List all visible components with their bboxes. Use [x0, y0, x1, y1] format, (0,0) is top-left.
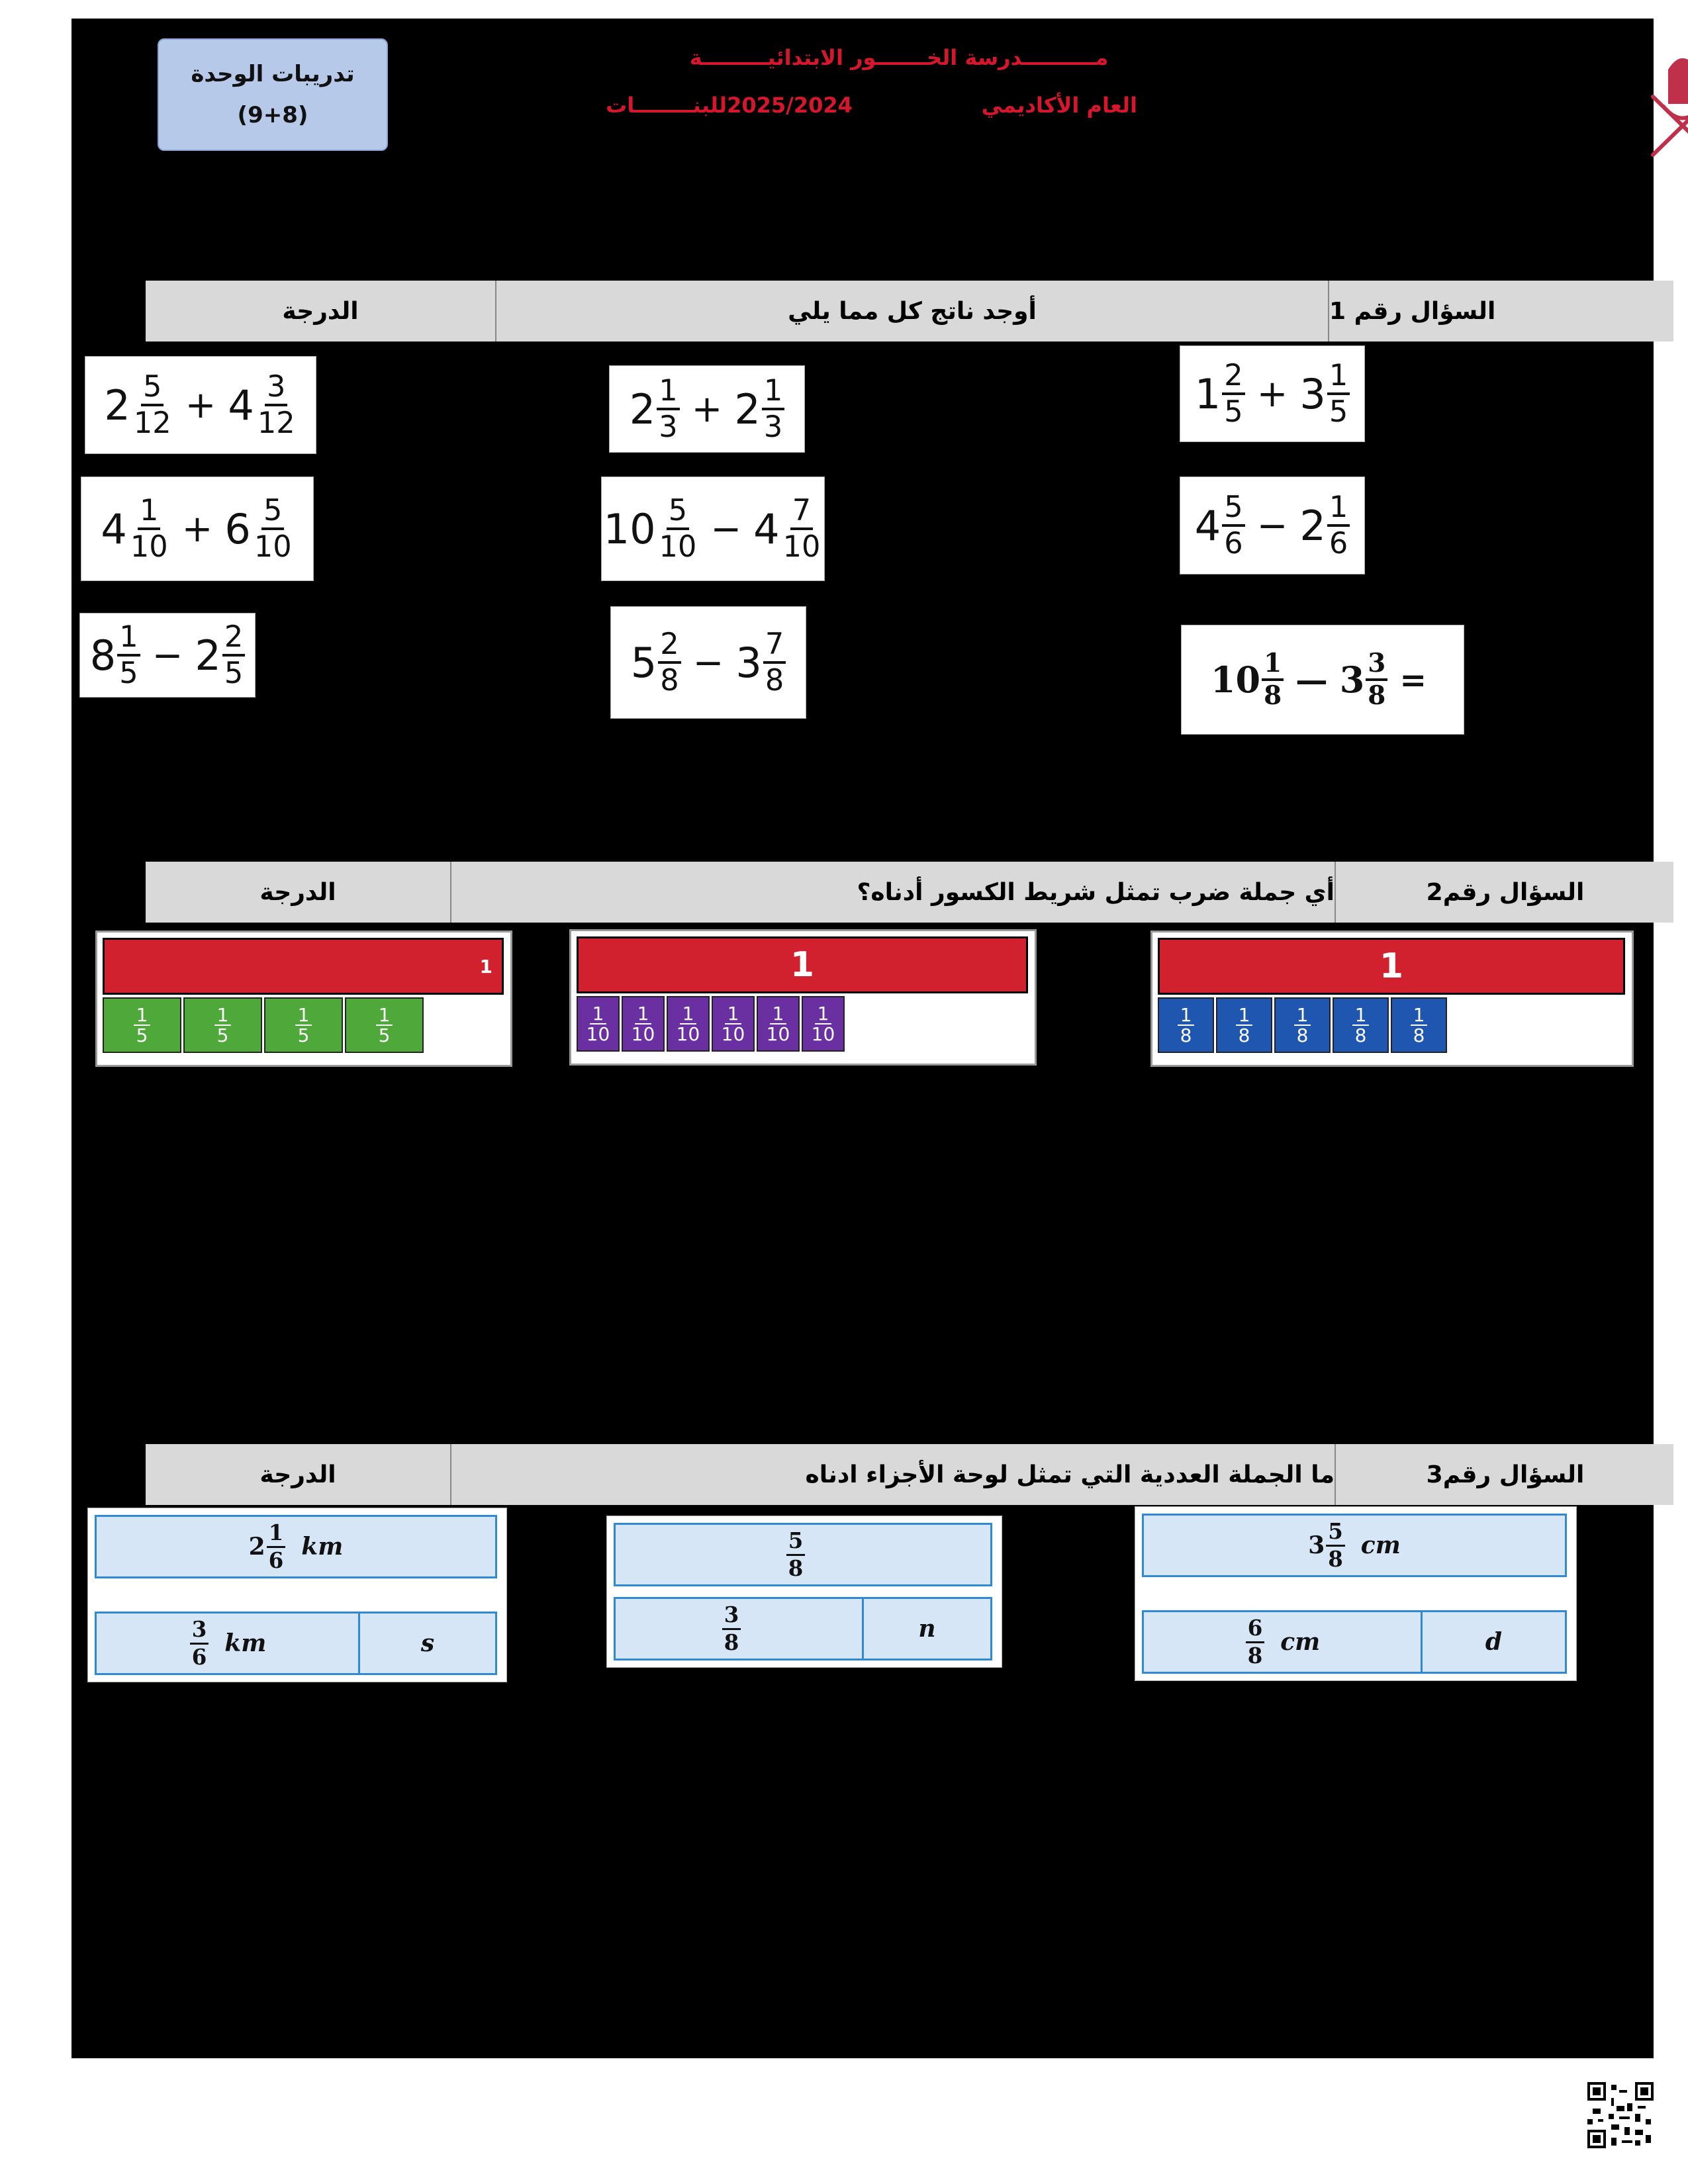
question2-number: السؤال رقم2: [1426, 878, 1585, 906]
mixed-number: [224, 493, 293, 564]
fraction: [256, 369, 297, 440]
denominator: 8: [765, 663, 784, 698]
worksheet-page: [71, 19, 1654, 2058]
denominator: 3: [763, 410, 783, 444]
whole-label: 1: [1379, 946, 1404, 986]
numerator: 1: [1327, 492, 1350, 527]
fraction: [1222, 490, 1244, 561]
exercise-expression: [1180, 346, 1364, 441]
exercise-expression: [81, 477, 313, 580]
whole-part: 2: [104, 381, 130, 430]
mixed-number: [89, 619, 140, 690]
whole-part: 3: [1299, 369, 1326, 418]
fraction: [1366, 648, 1387, 711]
numerator: 1: [657, 376, 679, 410]
whole-part: 8: [89, 631, 117, 680]
fraction: [1326, 1521, 1345, 1570]
whole-bar: [577, 936, 1028, 993]
whole-part: 6: [224, 504, 251, 553]
question1-number: السؤال رقم 1: [1329, 297, 1496, 325]
segment-denominator: 10: [721, 1023, 745, 1045]
unit-fraction-segment: [183, 997, 262, 1053]
segment-numerator: 1: [1178, 1005, 1195, 1026]
fraction: [781, 493, 823, 564]
exercise-expression: [602, 477, 824, 580]
numerator: 3: [722, 1604, 741, 1629]
whole-part: 4: [753, 504, 780, 553]
denominator: 6: [268, 1547, 284, 1573]
segment-denominator: 8: [1180, 1024, 1192, 1046]
fraction: [252, 493, 294, 564]
fraction: [222, 619, 245, 690]
denominator: 5: [224, 656, 244, 690]
whole-label: 1: [790, 945, 815, 985]
whole-label: 1: [479, 955, 492, 978]
segment-denominator: 5: [297, 1024, 310, 1046]
academic-year: 2025/2024: [727, 93, 853, 118]
fraction-strip-card: [95, 931, 512, 1067]
segment-denominator: 10: [631, 1023, 655, 1045]
operator: −: [1256, 504, 1288, 547]
exercise-expression: [611, 607, 806, 718]
whole-part: 3: [1339, 659, 1365, 701]
bar-model-card: [1135, 1506, 1577, 1681]
question3-header: [146, 1444, 1673, 1505]
fraction: [658, 627, 680, 698]
unknown-variable: d: [1485, 1628, 1503, 1656]
segment-numerator: 1: [1294, 1005, 1311, 1026]
whole-part: 3: [735, 638, 762, 687]
fraction: [657, 493, 699, 564]
exercise-card: [1181, 625, 1464, 735]
denominator: 12: [133, 406, 171, 440]
whole-bar: [1142, 1514, 1567, 1577]
fraction: [1246, 1617, 1265, 1666]
school-name: مــــــــــدرسة الخـــــــور الابتدائيـــــــــة: [689, 45, 1109, 70]
segment-denominator: 5: [378, 1024, 391, 1046]
denominator: 10: [254, 529, 292, 564]
numerator: 1: [267, 1522, 286, 1547]
exercise-card: [609, 365, 805, 453]
operator: +: [691, 387, 723, 431]
denominator: 5: [119, 656, 138, 690]
mixed-number: [1339, 648, 1388, 711]
unit-fraction-segment: [577, 996, 620, 1052]
fraction: [132, 369, 173, 440]
exercise-expression: [1182, 625, 1464, 734]
mixed-number: [104, 369, 173, 440]
operator: +: [181, 507, 213, 551]
mixed-number: [1299, 358, 1350, 429]
denominator: 5: [1329, 394, 1348, 429]
segment-denominator: 10: [586, 1023, 610, 1045]
segment-denominator: 10: [676, 1023, 700, 1045]
segment-denominator: 10: [811, 1023, 835, 1045]
numerator: 7: [763, 629, 786, 664]
equals-sign: =: [1399, 660, 1427, 699]
whole-part: 4: [101, 504, 127, 553]
question2-grade-label: الدرجة: [146, 862, 451, 923]
numerator: 1: [117, 622, 140, 657]
unit-fraction-segment: [1391, 997, 1447, 1053]
whole-part: 10: [1210, 659, 1261, 701]
unit-fraction-segment: [1274, 997, 1331, 1053]
fraction-strip-card: [569, 929, 1037, 1066]
exercise-card: [81, 477, 314, 581]
segment-numerator: 1: [295, 1005, 312, 1026]
fraction: [722, 1604, 741, 1653]
fraction-strip-card: [1150, 931, 1634, 1067]
denominator: 8: [1328, 1546, 1343, 1572]
numerator: 5: [261, 496, 284, 530]
mixed-number: [1210, 648, 1284, 711]
known-part-bar: [95, 1612, 360, 1675]
numerator: 1: [762, 376, 784, 410]
question1-header: [146, 281, 1673, 341]
mixed-number: [1299, 490, 1350, 561]
exercise-card: [1180, 477, 1365, 574]
segment-denominator: 8: [1413, 1024, 1425, 1046]
denominator: 5: [1224, 394, 1243, 429]
segment-numerator: 1: [635, 1004, 652, 1024]
fraction: [128, 493, 170, 564]
fraction: [763, 627, 786, 698]
exercise-expression: [610, 366, 804, 452]
numerator: 7: [790, 496, 813, 530]
numerator: 2: [222, 622, 245, 657]
exercise-expression: [85, 357, 316, 453]
segment-numerator: 1: [1352, 1005, 1370, 1026]
known-part-bar: [1142, 1610, 1423, 1674]
unit-fraction-segment: [622, 996, 665, 1052]
whole-bar: [614, 1523, 992, 1586]
mixed-number: [195, 619, 245, 690]
school-emblem-icon: [1644, 44, 1688, 158]
segment-denominator: 5: [216, 1024, 229, 1046]
denominator: 8: [724, 1629, 739, 1655]
unknown-variable: n: [918, 1615, 936, 1643]
school-suffix: للبنــــــــات: [606, 93, 727, 118]
unit-label: km: [224, 1629, 267, 1657]
numerator: 5: [1326, 1521, 1345, 1546]
operator: −: [692, 641, 724, 684]
exercise-card: [1180, 345, 1365, 442]
mixed-number: [1194, 490, 1245, 561]
unit-fraction-segment: [1158, 997, 1214, 1053]
denominator: 12: [257, 406, 295, 440]
denominator: 3: [659, 410, 678, 444]
segment-denominator: 5: [136, 1024, 148, 1046]
fraction: [1327, 358, 1350, 429]
mixed-number: [1194, 358, 1245, 429]
unit-fraction-segment: [712, 996, 755, 1052]
segment-numerator: 1: [134, 1005, 151, 1026]
unit-fraction-segment: [103, 997, 181, 1053]
question1-grade-label: الدرجة: [146, 281, 496, 341]
denominator: 10: [782, 529, 821, 564]
question3-grade-label: الدرجة: [146, 1444, 451, 1505]
segment-numerator: 1: [1411, 1005, 1428, 1026]
operator: +: [185, 383, 216, 427]
whole-part: 2: [1299, 501, 1326, 550]
mixed-number: [735, 627, 786, 698]
operator: −: [710, 507, 742, 551]
denominator: 8: [1368, 680, 1386, 711]
unit-fraction-segment: [1333, 997, 1389, 1053]
fraction: [657, 373, 679, 444]
segment-denominator: 10: [766, 1023, 790, 1045]
unit-fraction-segment: [667, 996, 710, 1052]
bar-model-card: [606, 1516, 1002, 1668]
denominator: 8: [788, 1555, 804, 1581]
exercise-card: [610, 606, 806, 719]
unknown-part-bar: [358, 1612, 497, 1675]
unit-fraction-segment: [264, 997, 343, 1053]
denominator: 8: [660, 663, 679, 698]
numerator: 1: [138, 496, 160, 530]
numerator: 3: [265, 372, 287, 406]
fraction: [1327, 490, 1350, 561]
numerator: 1: [1262, 651, 1284, 681]
unknown-variable: s: [420, 1629, 435, 1657]
segment-numerator: 1: [214, 1005, 232, 1026]
numerator: 2: [1222, 361, 1244, 395]
question2-header: [146, 862, 1673, 923]
fraction: [1262, 648, 1284, 711]
operator: —: [1295, 660, 1328, 699]
denominator: 6: [1329, 526, 1348, 561]
segment-numerator: 1: [725, 1004, 742, 1024]
exercise-expression: [1180, 477, 1364, 574]
bar-model-card: [87, 1508, 507, 1682]
whole-part: 1: [1194, 369, 1221, 418]
whole-bar: [1158, 938, 1625, 995]
question1-prompt: أوجد ناتج كل مما يلي: [496, 281, 1329, 341]
numerator: 3: [1366, 651, 1387, 681]
operator: +: [1256, 372, 1288, 416]
whole-part: 2: [195, 631, 221, 680]
fraction: [190, 1619, 209, 1668]
exercise-card: [85, 356, 316, 454]
unit-fraction-segment: [345, 997, 424, 1053]
segment-numerator: 1: [680, 1004, 697, 1024]
fraction: [117, 619, 140, 690]
segment-numerator: 1: [770, 1004, 787, 1024]
question3-number: السؤال رقم3: [1426, 1461, 1585, 1488]
operator: −: [152, 633, 183, 677]
unit-title: تدريبات الوحدة: [191, 61, 355, 87]
fraction: [1222, 358, 1244, 429]
whole-part: 10: [603, 504, 656, 553]
mixed-number: [753, 493, 822, 564]
segment-numerator: 1: [815, 1004, 832, 1024]
whole-part: 3: [1308, 1531, 1325, 1559]
whole-part: 5: [630, 638, 657, 687]
mixed-number: [101, 493, 169, 564]
numerator: 5: [1222, 492, 1244, 527]
denominator: 10: [659, 529, 697, 564]
numerator: 1: [1327, 361, 1350, 395]
denominator: 8: [1264, 680, 1282, 711]
known-part-bar: [614, 1597, 864, 1661]
whole-part: 4: [228, 381, 254, 430]
mixed-number: [734, 373, 784, 444]
unit-title-box: [158, 38, 388, 151]
numerator: 5: [786, 1530, 806, 1555]
unit-label: cm: [1360, 1531, 1401, 1559]
unknown-part-bar: [1421, 1610, 1567, 1674]
segment-numerator: 1: [590, 1004, 607, 1024]
denominator: 8: [1247, 1643, 1263, 1668]
segment-denominator: 8: [1238, 1024, 1250, 1046]
qr-code-icon: [1587, 2082, 1654, 2148]
segment-denominator: 8: [1354, 1024, 1367, 1046]
exercise-expression: [80, 614, 255, 697]
unit-fraction-segment: [757, 996, 800, 1052]
unknown-part-bar: [862, 1597, 992, 1661]
question2-prompt: أي جملة ضرب تمثل شريط الكسور أدناه؟: [451, 862, 1336, 923]
denominator: 6: [1224, 526, 1243, 561]
fraction: [762, 373, 784, 444]
academic-year-label: العام الأكاديمي: [981, 93, 1137, 118]
whole-bar: [103, 938, 504, 995]
numerator: 6: [1246, 1617, 1265, 1643]
exercise-card: [601, 477, 825, 581]
whole-part: 2: [734, 385, 761, 433]
denominator: 6: [191, 1644, 207, 1670]
segment-denominator: 8: [1296, 1024, 1309, 1046]
denominator: 10: [130, 529, 168, 564]
numerator: 3: [190, 1619, 209, 1644]
unit-fraction-segment: [1216, 997, 1272, 1053]
mixed-number: [629, 373, 680, 444]
unit-label: cm: [1280, 1628, 1321, 1656]
unit-label: km: [301, 1533, 344, 1561]
fraction: [267, 1522, 286, 1571]
numerator: 5: [667, 496, 689, 530]
exercise-card: [79, 613, 256, 698]
segment-numerator: 1: [1236, 1005, 1253, 1026]
mixed-number: [228, 369, 297, 440]
question3-prompt: ما الجملة العددية التي تمثل لوحة الأجزاء ادناه: [451, 1444, 1336, 1505]
unit-fraction-segment: [802, 996, 845, 1052]
numerator: 2: [658, 629, 680, 664]
whole-bar: [95, 1515, 497, 1578]
whole-part: 2: [248, 1533, 265, 1561]
whole-part: 4: [1194, 501, 1221, 550]
fraction: [786, 1530, 806, 1579]
numerator: 5: [141, 372, 164, 406]
segment-numerator: 1: [376, 1005, 393, 1026]
mixed-number: [630, 627, 681, 698]
whole-part: 2: [629, 385, 656, 433]
mixed-number: [603, 493, 699, 564]
unit-numbers: (9+8): [237, 102, 308, 128]
